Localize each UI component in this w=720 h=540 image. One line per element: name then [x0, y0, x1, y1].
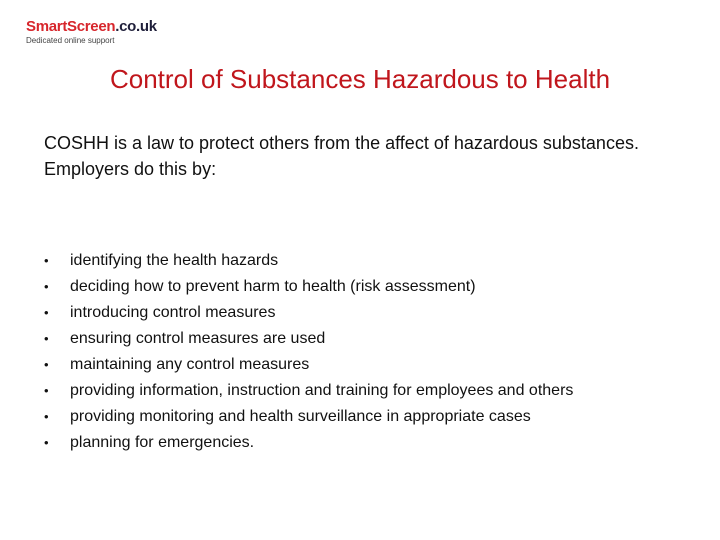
- bullet-icon: •: [44, 383, 49, 398]
- list-item: [44, 248, 684, 274]
- employer-duties-list: [44, 248, 684, 456]
- list-item: [44, 378, 684, 404]
- list-item: [44, 274, 684, 300]
- list-item: [44, 300, 684, 326]
- logo-wordmark: [26, 18, 157, 35]
- smartscreen-logo: [26, 18, 157, 46]
- intro-line-2: Employers do this by:: [44, 159, 217, 179]
- list-item-text: maintaining any control measures: [70, 356, 310, 373]
- logo-name-part1: SmartScreen: [26, 18, 116, 35]
- bullet-icon: •: [44, 305, 49, 320]
- list-item-text: providing information, instruction and training for employees and others: [70, 382, 574, 399]
- list-item: [44, 326, 684, 352]
- bullet-icon: •: [44, 409, 49, 424]
- list-item-text: planning for emergencies.: [70, 434, 255, 451]
- list-item-text: deciding how to prevent harm to health (risk assessment): [70, 278, 476, 295]
- list-item: [44, 430, 684, 456]
- bullet-icon: •: [44, 253, 49, 268]
- bullet-icon: •: [44, 331, 49, 346]
- list-item-text: identifying the health hazards: [70, 252, 279, 269]
- logo-tagline: Dedicated online support: [26, 36, 115, 45]
- list-item: [44, 404, 684, 430]
- bullet-icon: •: [44, 279, 49, 294]
- list-item: [44, 352, 684, 378]
- bullet-icon: •: [44, 435, 49, 450]
- intro-text: [44, 130, 644, 182]
- bullet-icon: •: [44, 357, 49, 372]
- list-item-text: ensuring control measures are used: [70, 330, 326, 347]
- logo-name-part2: .co.uk: [115, 18, 157, 35]
- list-item-text: introducing control measures: [70, 304, 276, 321]
- intro-line-1: COSHH is a law to protect others from the affect of hazardous substances.: [44, 133, 639, 153]
- list-item-text: providing monitoring and health surveillance in appropriate cases: [70, 408, 531, 425]
- slide-title: Control of Substances Hazardous to Health: [109, 64, 611, 94]
